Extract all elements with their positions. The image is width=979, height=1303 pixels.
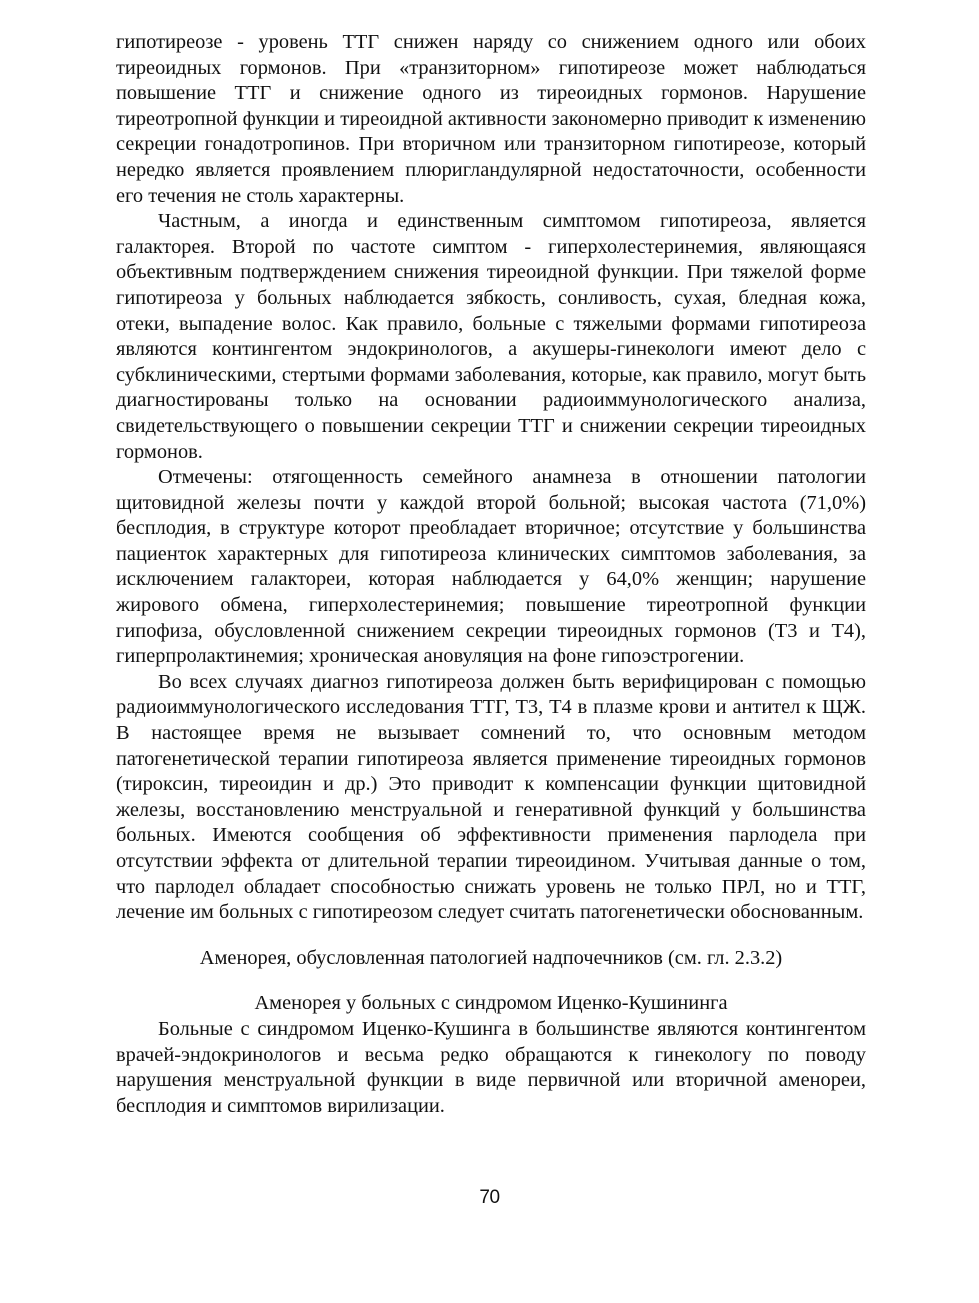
paragraph-hypothyroidism-intro: гипотиреозе - уровень ТТГ снижен наряду со снижением одного или обоих тиреоидных гормонов. При «транзиторном» гипотиреозе может наблюдаться повышение ТТГ и снижение одного из тиреоидных гормонов. Нарушение тиреотропной функции и тиреоидной активности закономерно приводит к изменению секреции гонадотропинов. При вторичном или транзиторном гипотиреозе, который нередко является проявлением плюригландулярной недостаточности, особенности его течения не столь характерны. <box>116 31 866 207</box>
paragraph-cushing: Больные с синдромом Иценко-Кушинга в большинстве являются контингентом врачей-эндокринологов и весьма редко обращаются к гинекологу по поводу нарушения менструальной функции в виде первичной или вторичной аменореи, бесплодия и симптомов вирилизации. <box>116 1017 866 1117</box>
page-body <box>116 30 866 1119</box>
paragraph-galactorrhea: Частным, а иногда и единственным симптомом гипотиреоза, является галакторея. Второй по частоте симптом - гиперхолестеринемия, являющаяся объективным подтверждением снижения тиреоидной функции. При тяжелой форме гипотиреоза у больных наблюдается зябкость, сонливость, сухая, бледная кожа, отеки, выпадение волос. Как правило, больные с тяжелыми формами гипотиреоза являются контингентом эндокринологов, а акушеры-гинекологи имеют дело с субклиническими, стертыми формами заболевания, которые, как правило, могут быть диагностированы только на основании радиоиммунологического анализа, свидетельствующего о повышении секреции ТТГ и снижении секреции тиреоидных гормонов. <box>116 210 866 463</box>
section-heading-adrenal: Аменорея, обусловленная патологией надпочечников (см. гл. 2.3.2) <box>199 946 783 969</box>
paragraph-diagnosis-treatment: Во всех случаях диагноз гипотиреоза должен быть верифицирован с помощью радиоиммунологического исследования ТТГ, Т3, Т4 в плазме крови и антител к ЩЖ. В настоящее время не вызывает сомнений то, что основным методом патогенетической терапии гипотиреоза является применение тиреоидных гормонов (тироксин, тиреоидин и др.) Это приводит к компенсации функции щитовидной железы, восстановлению менструальной и генеративной функций у большинства больных. Имеются сообщения об эффективности применения парлодела при отсутствии эффекта от длительной терапии тиреоидином. Учитывая данные о том, что парлодел обладает способностью снижать уровень не только ПРЛ, но и ТТГ, лечение им больных с гипотиреозом следует считать патогенетически обоснованным. <box>116 670 866 924</box>
page-number: 70 <box>479 1187 500 1208</box>
paragraph-findings: Отмечены: отягощенность семейного анамнеза в отношении патологии щитовидной железы почти у каждой второй больной; высокая частота (71,0%) бесплодия, в структуре которот преобладает вторичное; отсутствие у большинства пациенток характерных для гипотиреоза клинических симптомов заболевания, за исключением галактореи, которая наблюдается у 64,0% женщин; нарушение жирового обмена, гиперхолестеринемия; повышение тиреотропной функции гипофиза, обусловленной снижением секреции тиреоидных гормонов (Т3 и Т4), гиперпролактинемия; хроническая ановуляция на фоне гипоэстрогении. <box>116 466 866 668</box>
section-heading-cushing: Аменорея у больных с синдромом Иценко-Кушининга <box>254 992 728 1015</box>
